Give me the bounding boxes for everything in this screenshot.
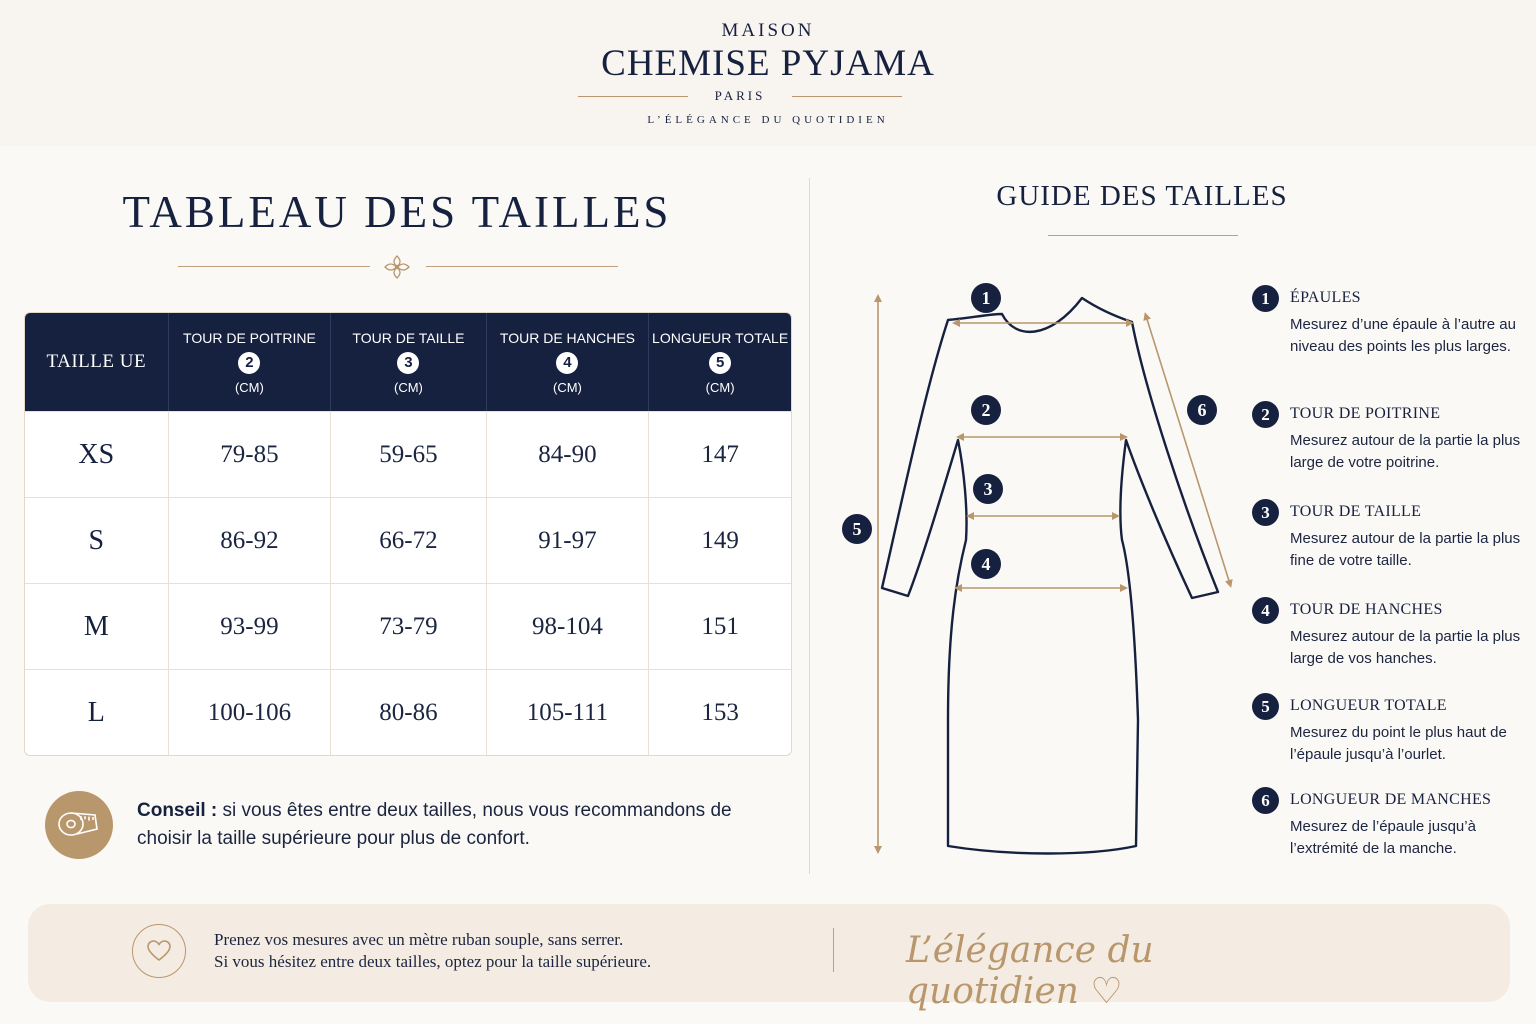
measuring-tape-svg — [57, 809, 101, 841]
divider-line — [1048, 235, 1238, 236]
footer-banner — [28, 904, 1510, 1012]
footer-divider — [833, 928, 834, 972]
legend-description: Mesurez autour de la partie la plus large de vos hanches. — [1290, 628, 1521, 667]
marker-1 — [971, 283, 1001, 313]
legend-number: 5 — [1252, 693, 1279, 720]
table-cell: 153 — [649, 669, 791, 755]
table-cell: 147 — [649, 411, 791, 497]
legend-number: 6 — [1252, 787, 1279, 814]
size-cell: XS — [25, 411, 169, 497]
table-cell: 149 — [649, 497, 791, 583]
marker-badge: 3 — [397, 352, 419, 374]
col-header-waist — [331, 313, 486, 411]
table-row — [25, 497, 791, 583]
table-cell: 80-86 — [331, 669, 486, 755]
table-cell: 100-106 — [169, 669, 332, 755]
size-cell: S — [25, 497, 169, 583]
col-header-label: TOUR DE TAILLE — [352, 329, 465, 346]
col-header-label: TOUR DE POITRINE — [183, 329, 316, 346]
table-cell: 79-85 — [169, 411, 332, 497]
conseil-label: Conseil : — [137, 800, 218, 821]
table-row — [25, 411, 791, 497]
size-cell: M — [25, 583, 169, 669]
marker-5-label: 5 — [852, 519, 862, 539]
marker-badge: 5 — [709, 352, 731, 374]
marker-2-label: 2 — [981, 400, 991, 420]
table-cell: 59-65 — [331, 411, 486, 497]
col-header-unit: (CM) — [393, 379, 423, 395]
marker-5 — [842, 514, 872, 544]
table-cell: 66-72 — [331, 497, 486, 583]
sleeve-arrow — [1146, 316, 1230, 584]
col-header-size: TAILLE UE — [25, 313, 169, 411]
col-header-unit: (CM) — [234, 379, 264, 395]
legend-number: 2 — [1252, 401, 1279, 428]
size-table-title: TABLEAU DES TAILLES — [122, 187, 672, 237]
table-cell: 91-97 — [487, 497, 650, 583]
footer-tip-line-2: Si vous hésitez entre deux tailles, optez pour la taille supérieure. — [214, 952, 652, 971]
legend-title: LONGUEUR TOTALE — [1290, 697, 1447, 714]
brand-tagline: L’ÉLÉGANCE DU QUOTIDIEN — [647, 114, 889, 126]
table-row — [25, 583, 791, 669]
marker-6-label: 6 — [1197, 400, 1207, 420]
table-cell: 84-90 — [487, 411, 650, 497]
marker-4-label: 4 — [981, 554, 991, 574]
legend-title: TOUR DE TAILLE — [1290, 503, 1422, 520]
measuring-tape-icon — [45, 791, 113, 859]
table-row — [25, 669, 791, 755]
marker-3 — [973, 474, 1003, 504]
legend-title: TOUR DE HANCHES — [1290, 601, 1443, 618]
brand-city: PARIS — [714, 88, 766, 103]
table-cell: 105-111 — [487, 669, 650, 755]
col-header-label: TOUR DE HANCHES — [499, 329, 635, 346]
marker-badge: 4 — [556, 352, 578, 374]
col-header-length — [649, 313, 791, 411]
legend-description: Mesurez du point le plus haut de l’épaule jusqu’à l’ourlet. — [1290, 724, 1507, 763]
table-cell: 86-92 — [169, 497, 332, 583]
marker-4 — [971, 549, 1001, 579]
table-cell: 73-79 — [331, 583, 486, 669]
legend-title: ÉPAULES — [1290, 289, 1361, 306]
size-table — [24, 312, 792, 756]
marker-3-label: 3 — [983, 479, 993, 499]
brand-name: CHEMISE PYJAMA — [601, 43, 935, 84]
legend-description: Mesurez autour de la partie la plus large de votre poitrine. — [1290, 432, 1521, 471]
brand-maison: MAISON — [721, 20, 815, 41]
heart-icon — [132, 924, 186, 978]
marker-6 — [1187, 395, 1217, 425]
footer-tip-line-1: Prenez vos mesures avec un mètre ruban souple, sans serrer. — [214, 930, 624, 949]
marker-badge: 2 — [238, 352, 260, 374]
legend-number: 4 — [1252, 597, 1279, 624]
dress-measurement-diagram — [830, 270, 1250, 870]
legend-number: 3 — [1252, 499, 1279, 526]
brand-city-row — [578, 88, 902, 106]
marker-1-label: 1 — [981, 288, 991, 308]
legend-description: Mesurez autour de la partie la plus fine de votre taille. — [1290, 530, 1521, 569]
col-header-hips — [487, 313, 650, 411]
marker-2 — [971, 395, 1001, 425]
footer-script-tagline: L’élégance du quotidien ♡ — [906, 930, 1154, 1012]
dress-outline — [882, 298, 1218, 854]
col-header-unit: (CM) — [705, 379, 735, 395]
conseil-text: si vous êtes entre deux tailles, nous vous recommandons de choisir la taille supérieure pour plus de confort. — [137, 800, 732, 849]
brand-header — [0, 0, 1536, 146]
divider-line — [792, 96, 902, 97]
legend-title: LONGUEUR DE MANCHES — [1290, 791, 1492, 808]
table-cell: 98-104 — [487, 583, 650, 669]
legend-description: Mesurez d’une épaule à l’autre au niveau des points les plus larges. — [1290, 316, 1516, 355]
flower-ornament-icon — [382, 253, 412, 281]
column-divider — [809, 178, 810, 874]
guide-title: GUIDE DES TAILLES — [996, 180, 1288, 212]
conseil-note — [137, 797, 777, 853]
legend-title: TOUR DE POITRINE — [1290, 405, 1441, 422]
size-cell: L — [25, 669, 169, 755]
title-ornament — [178, 252, 618, 282]
divider-line — [426, 266, 618, 267]
col-header-label: LONGUEUR TOTALE — [652, 329, 789, 346]
footer-tip — [214, 929, 774, 973]
legend-description: Mesurez de l’épaule jusqu’à l’extrémité de la manche. — [1290, 818, 1476, 857]
table-cell: 93-99 — [169, 583, 332, 669]
table-cell: 151 — [649, 583, 791, 669]
col-header-unit: (CM) — [553, 379, 582, 395]
table-header-row — [25, 313, 791, 411]
divider-line — [178, 266, 370, 267]
heart-svg — [146, 939, 172, 963]
legend-number: 1 — [1252, 285, 1279, 312]
col-header-chest — [169, 313, 332, 411]
